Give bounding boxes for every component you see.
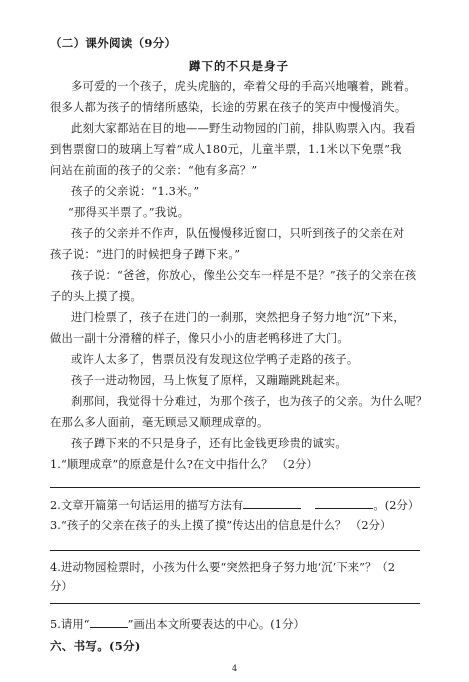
text-line: 孩子蹲下来的不只是身子，还有比金钱更珍贵的诚实。 [71,437,347,450]
text-line: 到售票窗口的玻璃上写着“成人180元，儿童半票，1.1米以下免票”我 [50,143,402,156]
text-line: 孩子说：“进门的时候把身子蹲下来。” [50,248,241,261]
answer-line-q4[interactable] [50,603,420,604]
writing-heading: 六、书写。(5分) [50,639,141,653]
question-5-points: ”画出本文所要表达的中心。(1分） [127,618,305,631]
text-line: 在那么多人面前，毫无顾忌又顺理成章的。 [50,416,269,429]
section-heading: （二）课外阅读（9分） [50,36,177,50]
text-line: 此刻大家都站在目的地——野生动物园的门前，排队购票入内。我看 [71,122,416,135]
answer-line-q1[interactable] [50,487,420,488]
question-5 [50,616,305,632]
article-title: 蹲下的不只是身子 [189,59,289,73]
answer-blank-q2a[interactable] [243,497,301,509]
question-4-cont: 分） [50,580,73,593]
question-3: 3.“孩子的父亲在孩子的头上摸了摸”传达出的信息是什么？ （2分） [50,519,392,532]
wavy-line-sample [90,616,128,628]
text-line: 孩子的父亲并不作声，队伍慢慢移近窗口，只听到孩子的父亲在对 [71,227,405,240]
text-line: 做出一副十分滑稽的样子，像只小小的唐老鸭移进了大门。 [50,332,349,345]
text-line: 很多人都为孩子的情绪所感染，长途的劳累在孩子的笑声中慢慢消失。 [50,101,407,114]
answer-blank-q2b[interactable] [315,497,373,509]
page-number: 4 [232,664,238,673]
text-line: “那得买半票了。”我说。 [68,206,190,219]
text-line: 进门检票了，孩子在进门的一刹那，突然把身子努力地“沉”下来， [71,311,405,324]
text-line: 子的头上摸了摸。 [50,290,142,303]
text-line: 孩子一进动物园，马上恢复了原样，又蹦蹦跳跳起来。 [71,374,347,387]
text-line: 刹那间，我觉得十分难过，为那个孩子，也为孩子的父亲。为什么呢？ [71,395,428,408]
question-1: 1.“顺理成章”的原意是什么?在文中指什么？ （2分） [50,458,318,471]
question-2-points: 。(2分） [373,499,420,512]
text-line: 或许人太多了，售票员没有发现这位学鸭子走路的孩子。 [71,353,359,366]
question-2-text: 2.文章开篇第一句话运用的描写方法有 [50,499,244,512]
text-line: 孩子的父亲说：“1.3米。” [71,185,200,198]
question-5-text: 5.请用“ [50,618,90,631]
text-line: 孩子说：“爸爸，你放心，像坐公交车一样是不是？”孩子的父亲在孩 [71,269,417,282]
text-line: 多可爱的一个孩子，虎头虎脑的，牵着父母的手高兴地嚷着，跳着。 [71,80,416,93]
question-4: 4.进动物园检票时，小孩为什么要“突然把身子努力地‘沉’下来”？（2 [50,561,396,574]
answer-line-q3[interactable] [50,550,420,551]
question-2 [50,497,419,513]
text-line: 问站在前面的孩子的父亲：“他有多高？” [50,164,258,177]
